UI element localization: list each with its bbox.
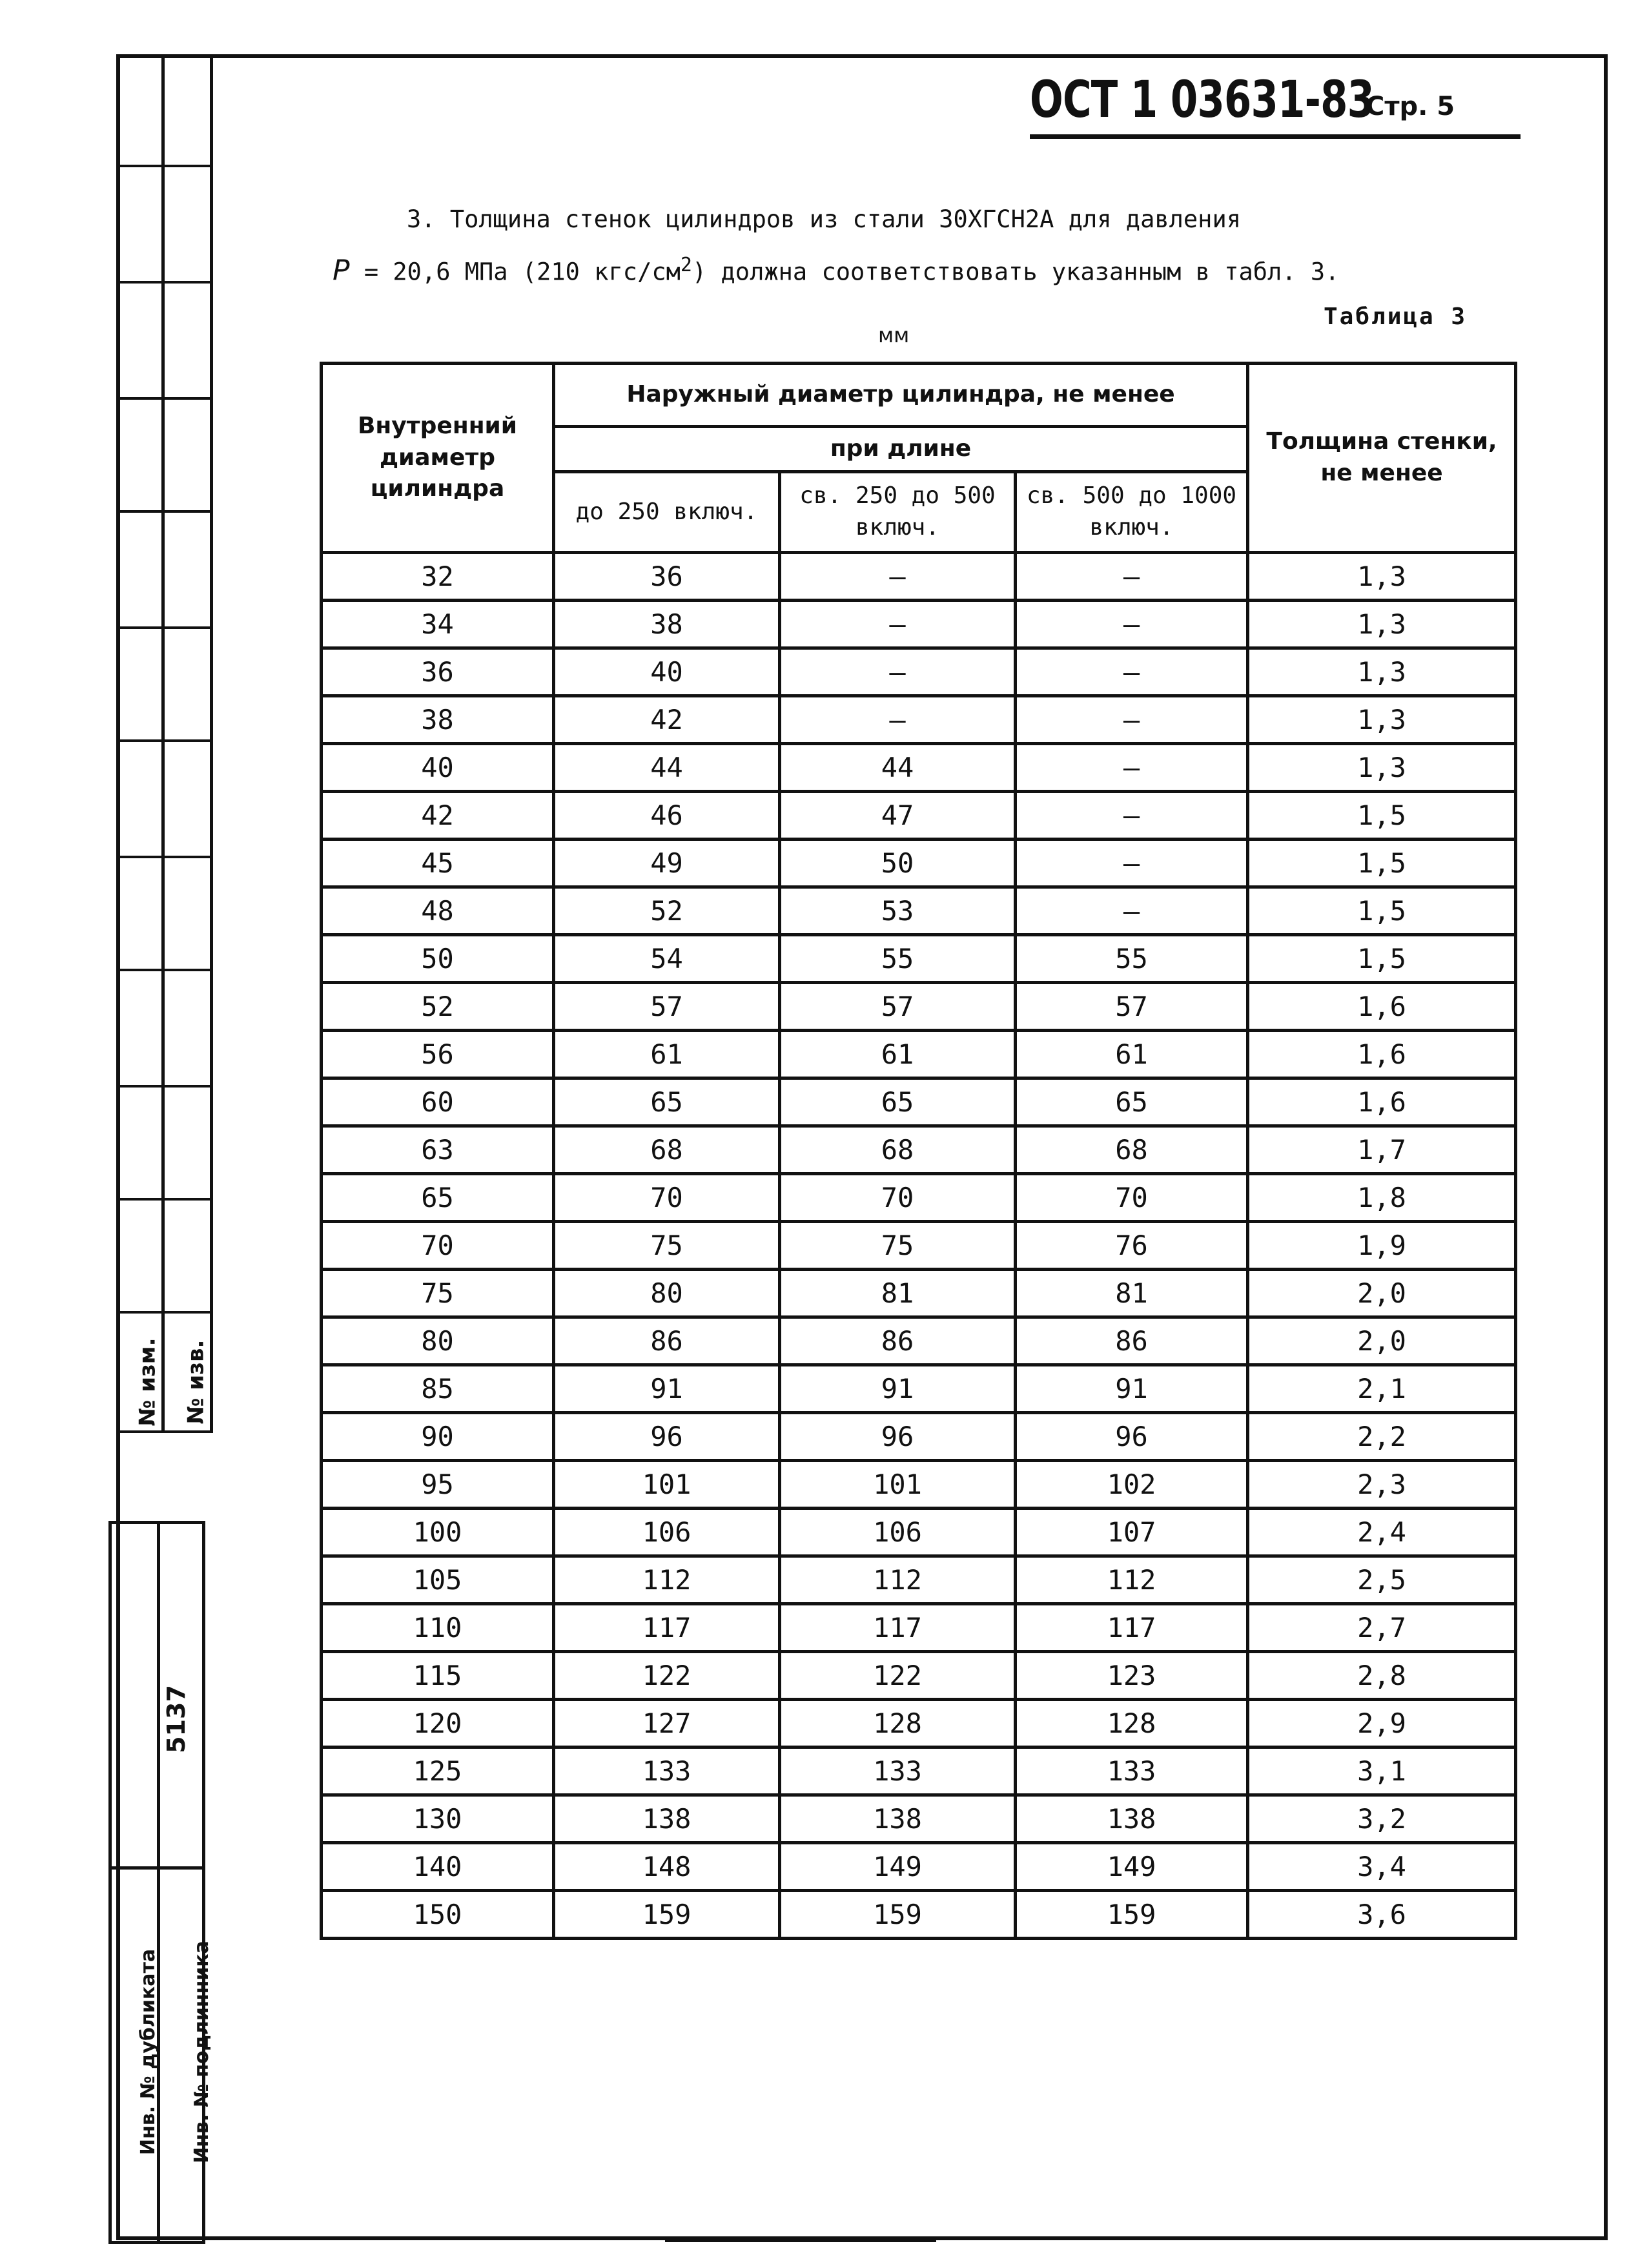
cell-outer-1000: 91: [1016, 1365, 1248, 1413]
cell-outer-250: 80: [554, 1270, 780, 1317]
table-row: [322, 1461, 1516, 1509]
cell-wall-thickness: 1,3: [1248, 696, 1516, 744]
cell-outer-500: 68: [780, 1126, 1016, 1174]
cell-wall-thickness: 3,6: [1248, 1891, 1516, 1939]
cell-wall-thickness: 1,5: [1248, 887, 1516, 935]
table-caption: Таблица 3: [1324, 304, 1468, 330]
cell-outer-500: –: [780, 601, 1016, 648]
binder-cell: [116, 167, 213, 284]
table-row: [322, 1556, 1516, 1604]
cell-outer-250: 159: [554, 1891, 780, 1939]
binder-label-original: Инв. № подлинника: [190, 1941, 213, 2163]
cell-inner-diameter: 95: [322, 1461, 554, 1509]
cell-outer-1000: 128: [1016, 1700, 1248, 1747]
cell-outer-500: –: [780, 696, 1016, 744]
cell-inner-diameter: 38: [322, 696, 554, 744]
cell-outer-500: 86: [780, 1317, 1016, 1365]
cell-outer-500: 159: [780, 1891, 1016, 1939]
cell-wall-thickness: 1,6: [1248, 1031, 1516, 1078]
cell-outer-1000: –: [1016, 696, 1248, 744]
table-row: [322, 840, 1516, 887]
table-body: [322, 553, 1516, 1939]
cell-wall-thickness: 1,5: [1248, 840, 1516, 887]
cell-outer-1000: –: [1016, 601, 1248, 648]
binder-cell: [116, 400, 213, 513]
cell-outer-250: 40: [554, 648, 780, 696]
cell-inner-diameter: 85: [322, 1365, 554, 1413]
cell-outer-500: 81: [780, 1270, 1016, 1317]
cell-wall-thickness: 1,6: [1248, 983, 1516, 1031]
cell-outer-1000: 102: [1016, 1461, 1248, 1509]
cell-outer-1000: 117: [1016, 1604, 1248, 1652]
cell-outer-500: 91: [780, 1365, 1016, 1413]
cell-outer-1000: 107: [1016, 1509, 1248, 1556]
cell-outer-1000: 86: [1016, 1317, 1248, 1365]
header-length-3: св. 500 до 1000 включ.: [1016, 472, 1248, 553]
header-length-1: до 250 включ.: [554, 472, 780, 553]
cell-outer-250: 101: [554, 1461, 780, 1509]
table-row: [322, 1126, 1516, 1174]
cell-outer-500: 50: [780, 840, 1016, 887]
cell-wall-thickness: 3,1: [1248, 1747, 1516, 1795]
table-row: [322, 887, 1516, 935]
header-length-2: св. 250 до 500 включ.: [780, 472, 1016, 553]
binder-label-change-no: № изм.: [134, 1337, 161, 1427]
table-row: [322, 1222, 1516, 1270]
cell-outer-1000: 112: [1016, 1556, 1248, 1604]
wall-thickness-table: [320, 362, 1517, 1940]
cell-wall-thickness: 1,6: [1248, 1078, 1516, 1126]
cell-wall-thickness: 3,2: [1248, 1795, 1516, 1843]
cell-outer-500: 57: [780, 983, 1016, 1031]
cell-outer-250: 49: [554, 840, 780, 887]
binder-cell: [116, 629, 213, 742]
cell-inner-diameter: 130: [322, 1795, 554, 1843]
cell-outer-1000: 65: [1016, 1078, 1248, 1126]
cell-outer-250: 68: [554, 1126, 780, 1174]
cell-inner-diameter: 63: [322, 1126, 554, 1174]
cell-outer-1000: –: [1016, 553, 1248, 601]
table-row: [322, 1413, 1516, 1461]
exponent: 2: [680, 254, 692, 276]
cell-outer-250: 70: [554, 1174, 780, 1222]
cell-outer-500: 70: [780, 1174, 1016, 1222]
cell-inner-diameter: 115: [322, 1652, 554, 1700]
header-outer-diameter: Наружный диаметр цилиндра, не менее: [554, 364, 1248, 427]
cell-outer-500: 149: [780, 1843, 1016, 1891]
cell-inner-diameter: 48: [322, 887, 554, 935]
cell-outer-500: 55: [780, 935, 1016, 983]
cell-outer-250: 138: [554, 1795, 780, 1843]
cell-outer-1000: 61: [1016, 1031, 1248, 1078]
cell-wall-thickness: 2,1: [1248, 1365, 1516, 1413]
paragraph-line-1: 3. Толщина стенок цилиндров из стали 30ХГСН2А для давления: [407, 205, 1242, 233]
cell-wall-thickness: 1,3: [1248, 648, 1516, 696]
binder-rule: [112, 1866, 202, 1870]
cell-wall-thickness: 2,0: [1248, 1317, 1516, 1365]
cell-outer-1000: –: [1016, 887, 1248, 935]
pressure-value: = 20,6 МПа (210 кгс/см: [349, 258, 681, 286]
cell-wall-thickness: 2,5: [1248, 1556, 1516, 1604]
binder-cell: [116, 284, 213, 400]
cell-outer-1000: 123: [1016, 1652, 1248, 1700]
cell-outer-250: 42: [554, 696, 780, 744]
cell-outer-1000: –: [1016, 792, 1248, 840]
cell-outer-250: 54: [554, 935, 780, 983]
table-row: [322, 1747, 1516, 1795]
cell-outer-500: 112: [780, 1556, 1016, 1604]
cell-wall-thickness: 1,9: [1248, 1222, 1516, 1270]
binder-cell: [116, 1201, 213, 1314]
cell-wall-thickness: 3,4: [1248, 1843, 1516, 1891]
cell-inner-diameter: 52: [322, 983, 554, 1031]
cell-outer-250: 65: [554, 1078, 780, 1126]
cell-outer-500: 75: [780, 1222, 1016, 1270]
binder-number: 5137: [161, 1685, 190, 1753]
cell-inner-diameter: 140: [322, 1843, 554, 1891]
binder-cell: [116, 858, 213, 971]
cell-wall-thickness: 2,7: [1248, 1604, 1516, 1652]
cell-wall-thickness: 1,5: [1248, 935, 1516, 983]
cell-outer-1000: –: [1016, 840, 1248, 887]
cell-outer-500: –: [780, 553, 1016, 601]
cell-outer-500: 47: [780, 792, 1016, 840]
binder-cell: [116, 742, 213, 858]
cell-outer-1000: 149: [1016, 1843, 1248, 1891]
binder-label-notice-no: № изв.: [183, 1339, 209, 1425]
cell-outer-1000: 133: [1016, 1747, 1248, 1795]
cell-inner-diameter: 80: [322, 1317, 554, 1365]
cell-outer-250: 86: [554, 1317, 780, 1365]
cell-inner-diameter: 36: [322, 648, 554, 696]
cell-outer-500: 61: [780, 1031, 1016, 1078]
table-row: [322, 1509, 1516, 1556]
cell-outer-500: 96: [780, 1413, 1016, 1461]
cell-inner-diameter: 150: [322, 1891, 554, 1939]
cell-outer-1000: –: [1016, 648, 1248, 696]
footer-rule: [665, 2238, 936, 2242]
cell-outer-250: 75: [554, 1222, 780, 1270]
table-row: [322, 1174, 1516, 1222]
cell-inner-diameter: 56: [322, 1031, 554, 1078]
table-row: [322, 1270, 1516, 1317]
cell-outer-250: 38: [554, 601, 780, 648]
cell-outer-500: 138: [780, 1795, 1016, 1843]
cell-inner-diameter: 50: [322, 935, 554, 983]
binder-cell: [116, 971, 213, 1088]
table-row: [322, 1031, 1516, 1078]
cell-outer-1000: 138: [1016, 1795, 1248, 1843]
paragraph-tail: ) должна соответствовать указанным в табл. 3.: [691, 258, 1340, 286]
cell-outer-250: 61: [554, 1031, 780, 1078]
table-row: [322, 1652, 1516, 1700]
cell-wall-thickness: 2,4: [1248, 1509, 1516, 1556]
cell-wall-thickness: 1,8: [1248, 1174, 1516, 1222]
table-row: [322, 792, 1516, 840]
table-row: [322, 1700, 1516, 1747]
cell-outer-250: 133: [554, 1747, 780, 1795]
page-header: [1030, 71, 1521, 142]
cell-inner-diameter: 75: [322, 1270, 554, 1317]
cell-outer-500: 133: [780, 1747, 1016, 1795]
table-row: [322, 601, 1516, 648]
cell-inner-diameter: 110: [322, 1604, 554, 1652]
cell-inner-diameter: 60: [322, 1078, 554, 1126]
cell-outer-500: 106: [780, 1509, 1016, 1556]
table-row: [322, 1843, 1516, 1891]
cell-inner-diameter: 65: [322, 1174, 554, 1222]
table-row: [322, 1795, 1516, 1843]
table-row: [322, 1078, 1516, 1126]
cell-outer-1000: 55: [1016, 935, 1248, 983]
header-wall-thickness: Толщина стенки, не менее: [1248, 364, 1516, 553]
cell-inner-diameter: 125: [322, 1747, 554, 1795]
header-at-length: при длине: [554, 427, 1248, 472]
cell-wall-thickness: 2,9: [1248, 1700, 1516, 1747]
table-row: [322, 1317, 1516, 1365]
cell-outer-250: 46: [554, 792, 780, 840]
cell-outer-500: 117: [780, 1604, 1016, 1652]
cell-outer-250: 112: [554, 1556, 780, 1604]
binder-cell: [116, 513, 213, 629]
cell-outer-250: 106: [554, 1509, 780, 1556]
cell-outer-500: 53: [780, 887, 1016, 935]
page-number: Стр. 5: [1366, 92, 1455, 121]
binder-strip-upper: [116, 54, 213, 1433]
cell-wall-thickness: 1,5: [1248, 792, 1516, 840]
table-row: [322, 1891, 1516, 1939]
table-row: [322, 935, 1516, 983]
cell-inner-diameter: 34: [322, 601, 554, 648]
table-container: [320, 362, 1517, 1940]
cell-outer-250: 52: [554, 887, 780, 935]
document-code: ОСТ 1 03631-83: [1030, 71, 1375, 129]
table-units: мм: [878, 323, 910, 347]
cell-outer-250: 96: [554, 1413, 780, 1461]
cell-inner-diameter: 70: [322, 1222, 554, 1270]
cell-inner-diameter: 40: [322, 744, 554, 792]
binder-cell: [116, 1088, 213, 1201]
table-row: [322, 696, 1516, 744]
cell-inner-diameter: 32: [322, 553, 554, 601]
cell-wall-thickness: 2,0: [1248, 1270, 1516, 1317]
cell-inner-diameter: 120: [322, 1700, 554, 1747]
cell-inner-diameter: 100: [322, 1509, 554, 1556]
cell-outer-500: –: [780, 648, 1016, 696]
cell-outer-250: 117: [554, 1604, 780, 1652]
cell-wall-thickness: 2,3: [1248, 1461, 1516, 1509]
cell-inner-diameter: 105: [322, 1556, 554, 1604]
cell-wall-thickness: 1,7: [1248, 1126, 1516, 1174]
cell-outer-1000: –: [1016, 744, 1248, 792]
pressure-symbol: P: [333, 254, 350, 287]
cell-outer-1000: 96: [1016, 1413, 1248, 1461]
cell-wall-thickness: 1,3: [1248, 601, 1516, 648]
table-row: [322, 744, 1516, 792]
cell-outer-1000: 70: [1016, 1174, 1248, 1222]
cell-inner-diameter: 90: [322, 1413, 554, 1461]
paragraph-line-2: [333, 254, 1339, 287]
binder-label-duplicate: Инв. № дубликата: [137, 1948, 160, 2156]
table-row: [322, 553, 1516, 601]
table-row: [322, 648, 1516, 696]
cell-wall-thickness: 2,2: [1248, 1413, 1516, 1461]
table-row: [322, 1604, 1516, 1652]
cell-outer-250: 127: [554, 1700, 780, 1747]
cell-outer-250: 57: [554, 983, 780, 1031]
cell-inner-diameter: 45: [322, 840, 554, 887]
cell-inner-diameter: 42: [322, 792, 554, 840]
header-inner-diameter: Внутренний диаметр цилиндра: [322, 364, 554, 553]
cell-outer-1000: 159: [1016, 1891, 1248, 1939]
cell-outer-1000: 68: [1016, 1126, 1248, 1174]
cell-outer-500: 44: [780, 744, 1016, 792]
header-rule: [1030, 134, 1521, 139]
cell-outer-500: 65: [780, 1078, 1016, 1126]
cell-outer-500: 101: [780, 1461, 1016, 1509]
cell-outer-250: 44: [554, 744, 780, 792]
cell-outer-250: 91: [554, 1365, 780, 1413]
binder-cell: [116, 54, 213, 167]
cell-wall-thickness: 2,8: [1248, 1652, 1516, 1700]
cell-outer-1000: 81: [1016, 1270, 1248, 1317]
cell-outer-250: 122: [554, 1652, 780, 1700]
cell-outer-1000: 57: [1016, 983, 1248, 1031]
table-row: [322, 1365, 1516, 1413]
cell-outer-500: 128: [780, 1700, 1016, 1747]
table-row: [322, 983, 1516, 1031]
cell-outer-500: 122: [780, 1652, 1016, 1700]
cell-outer-250: 148: [554, 1843, 780, 1891]
cell-wall-thickness: 1,3: [1248, 744, 1516, 792]
cell-outer-250: 36: [554, 553, 780, 601]
cell-outer-1000: 76: [1016, 1222, 1248, 1270]
cell-wall-thickness: 1,3: [1248, 553, 1516, 601]
